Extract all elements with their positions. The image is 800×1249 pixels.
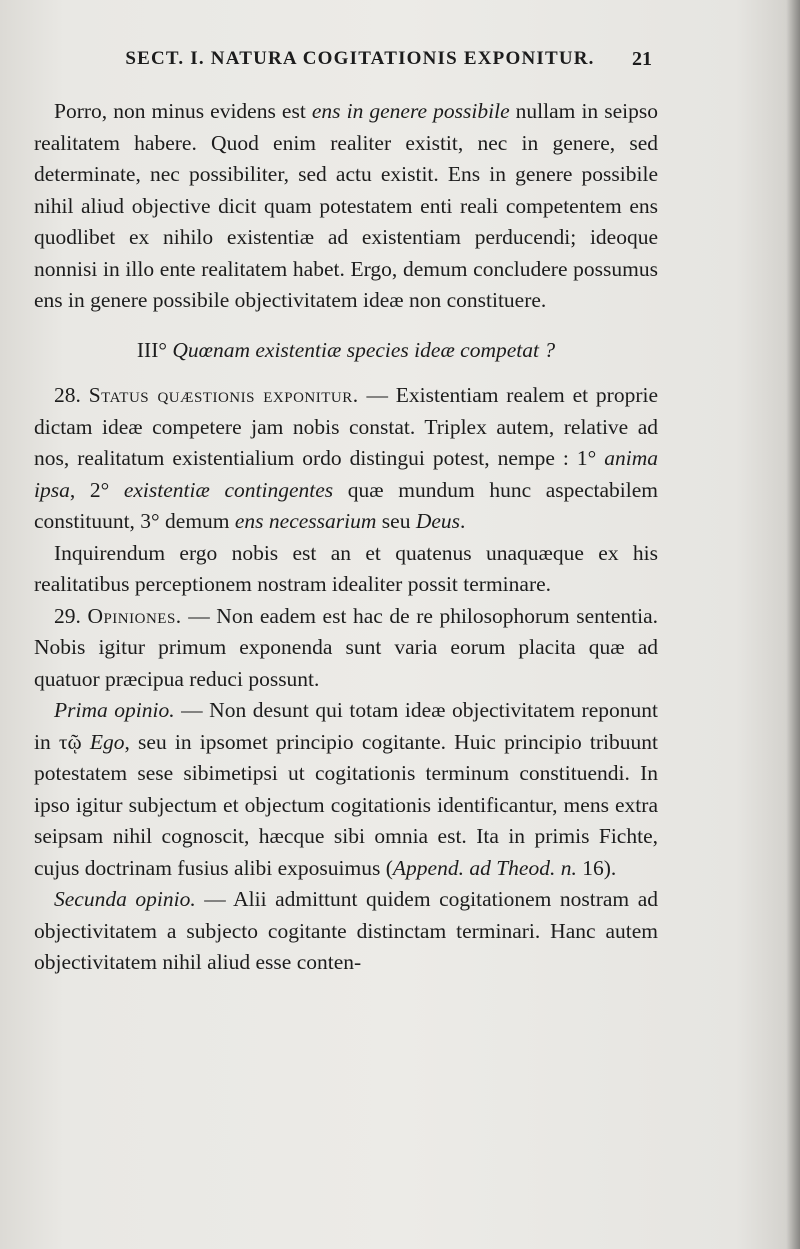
paragraph-porro: Porro, non minus evidens est ens in genere possibile nullam in seipso realitatem habere. Quod enim realiter existit, nec in genere, sed determinate, nec possibiliter, sed actu existit. Ens in genere possibile nihil aliud objective dicit quam potestatem enti reali competentem ens quodlibet ex nihilo existentiæ ad existentiam perducendi; ideoque nonnisi in illo ente realitatem habet. Ergo, demum concludere possumus ens in genere possibile objectivitatem ideæ non constituere. bbox=[34, 99, 659, 312]
page-body bbox=[34, 96, 658, 979]
paragraph-prima-opinio: Prima opinio. — Non desunt qui totam ideæ objectivitatem reponunt in τῷ Ego, seu in ipsomet principio cogitante. Huic principio tribuunt potestatem sese sibimetipsi ut cogitationis terminum constituendi. In ipso igitur subjectum et objectum cogitationis identificantur, mens extra seipsam nihil cognoscit, hæcque sibi omnia est. Ita in primis Fichte, cujus doctrinam fusius alibi exposuimus (Append. ad Theod. n. 16). bbox=[34, 698, 658, 880]
paragraph-number: 28. bbox=[54, 383, 81, 407]
running-head: SECT. I. NATURA COGITATIONIS EXPONITUR. bbox=[125, 48, 595, 69]
paragraph-29: 29. Opiniones. — Non eadem est hac de re philosophorum sententia. Nobis igitur primum exponenda sunt varia eorum placita quæ ad quatuor præcipua reduci possunt. bbox=[34, 603, 658, 691]
paragraph-number: 29. bbox=[54, 603, 81, 628]
page-edge-shadow bbox=[786, 0, 800, 1249]
paragraph-label: Opiniones. bbox=[87, 603, 182, 628]
paragraph-label: Status quæstionis exponitur. bbox=[88, 383, 359, 407]
paragraph-secunda-opinio: Secunda opinio. — Alii admittunt quidem cogitationem nostram ad objectivitatem a subjecto cogitante distinctam terminari. Hanc autem objectivitatem nihil aliud esse conten- bbox=[34, 887, 658, 974]
page-number: 21 bbox=[632, 48, 652, 70]
paragraph-label: Secunda opinio. bbox=[54, 887, 196, 911]
paragraph-label: Prima opinio. bbox=[54, 698, 175, 722]
section-heading bbox=[34, 335, 658, 367]
paragraph-inquirendum: Inquirendum ergo nobis est an et quatenus unaquæque ex his realitatibus perceptionem nostram idealiter possit terminare. bbox=[34, 540, 658, 596]
paragraph-28: 28. Status quæstionis exponitur. — Existentiam realem et proprie dictam ideæ competere jam nobis constat. Triplex autem, relative ad nos, realitatum existentialium ordo distingui potest, nempe : 1° anima ipsa, 2° existentiæ contingentes quæ mundum hunc aspectabilem constituunt, 3° demum ens necessarium seu Deus. bbox=[34, 383, 659, 533]
section-number: III° bbox=[136, 337, 167, 362]
section-title: Quœnam existentiæ species ideæ competat ? bbox=[172, 337, 556, 362]
